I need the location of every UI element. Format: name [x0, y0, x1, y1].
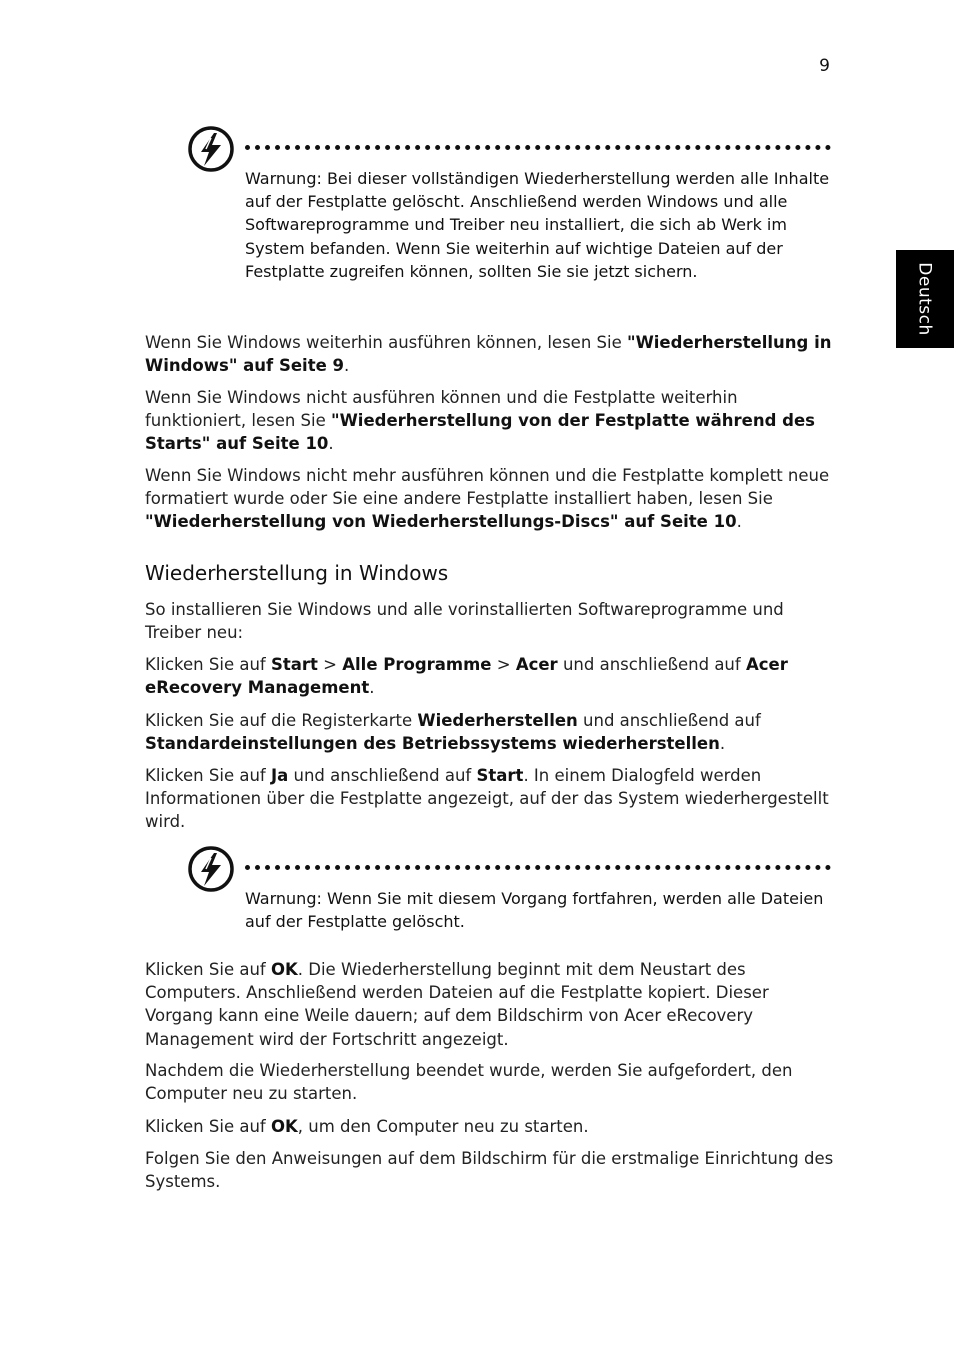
- warning-divider: [245, 145, 831, 150]
- paragraph-first-setup: Folgen Sie den Anweisungen auf dem Bildschirm für die erstmalige Einrichtung des Systems.: [145, 1149, 834, 1192]
- warning-text: Warnung: Wenn Sie mit diesem Vorgang fortfahren, werden alle Dateien auf der Festplatte gelöscht.: [245, 889, 824, 932]
- cross-reference: "Wiederherstellung von der Festplatte während des Starts" auf Seite 10: [145, 411, 815, 454]
- step-click-ok: Klicken Sie auf OK. Die Wiederherstellung beginnt mit dem Neustart des Computers. Anschließend werden Dateien auf die Festplatte kopiert. Dieser Vorgang kann eine Weile dauern; auf dem Bildschirm von Acer eRecovery Management wird der Fortschritt angezeigt.: [145, 960, 769, 1049]
- step-confirm-start: Klicken Sie auf Ja und anschließend auf Start. In einem Dialogfeld werden Informationen über die Festplatte angezeigt, auf der das System wiederhergestellt wird.: [145, 766, 829, 832]
- cross-reference: "Wiederherstellung in Windows" auf Seite 9: [145, 333, 832, 376]
- warning-divider: [245, 865, 831, 870]
- paragraph-disc-recovery-ref: Wenn Sie Windows nicht mehr ausführen können und die Festplatte komplett neue formatiert wurde oder Sie eine andere Festplatte installiert haben, lesen Sie "Wiederherstellung von Wiederherstellungs-Discs" auf Seite 10.: [145, 466, 830, 532]
- step-click-ok-restart: Klicken Sie auf OK, um den Computer neu zu starten.: [145, 1117, 589, 1136]
- language-tab-label: Deutsch: [915, 262, 935, 336]
- paragraph-windows-recovery-ref: Wenn Sie Windows weiterhin ausführen können, lesen Sie "Wiederherstellung in Windows" auf Seite 9.: [145, 333, 832, 376]
- language-tab: [896, 250, 954, 348]
- page-number: 9: [819, 56, 830, 76]
- cross-reference: "Wiederherstellung von Wiederherstellungs-Discs" auf Seite 10: [145, 512, 737, 532]
- step-open-erecovery: Klicken Sie auf Start > Alle Programme > Acer und anschließend auf Acer eRecovery Management.: [145, 655, 788, 698]
- warning-text: Warnung: Bei dieser vollständigen Wiederherstellung werden alle Inhalte auf der Festplatte gelöscht. Anschließend werden Windows und alle Softwareprogramme und Treiber neu installiert, die sich ab Werk im System befanden. Wenn Sie weiterhin auf wichtige Dateien auf der Festplatte zugreifen können, sollten Sie sie jetzt sichern.: [245, 169, 830, 281]
- paragraph-harddisk-recovery-ref: Wenn Sie Windows nicht ausführen können und die Festplatte weiterhin funktioniert, lesen Sie "Wiederherstellung von der Festplatte während des Starts" auf Seite 10.: [145, 388, 815, 454]
- paragraph-intro: So installieren Sie Windows und alle vorinstallierten Softwareprogramme und Treiber neu:: [145, 600, 784, 643]
- warning-lightning-icon: [187, 125, 235, 173]
- warning-lightning-icon: [187, 845, 235, 893]
- step-restore-tab: Klicken Sie auf die Registerkarte Wiederherstellen und anschließend auf Standardeinstellungen des Betriebssystems wiederherstellen.: [145, 711, 761, 754]
- section-heading: Wiederherstellung in Windows: [145, 561, 449, 585]
- paragraph-restart-prompt: Nachdem die Wiederherstellung beendet wurde, werden Sie aufgefordert, den Computer neu zu starten.: [145, 1061, 793, 1104]
